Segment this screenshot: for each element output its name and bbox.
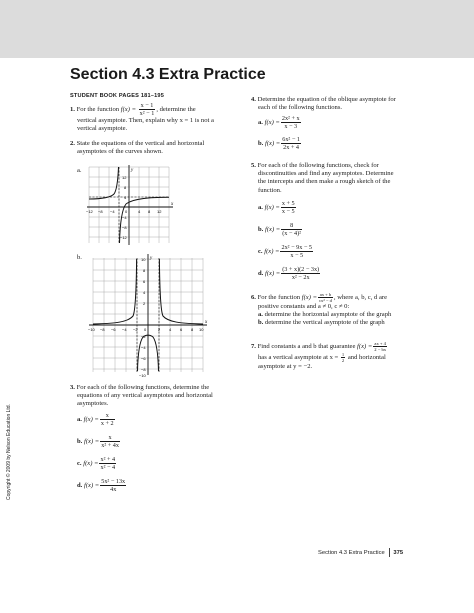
q4b-fx: f(x) = — [264, 140, 281, 148]
header-band — [0, 0, 474, 58]
q5-item-a — [258, 200, 297, 215]
q5a-fx: f(x) = — [264, 204, 280, 212]
q5d-fx: f(x) = — [264, 270, 281, 278]
q5-line4: function. — [258, 186, 282, 194]
graph-a-x-tick: −12 — [86, 209, 93, 214]
q3a-label: a. — [77, 416, 82, 424]
q5d-fraction — [281, 266, 320, 281]
q3-line2: equations of any vertical asymptotes and horizontal — [77, 392, 213, 400]
q5b-label: b. — [258, 226, 264, 234]
q5b-denominator: (x − 4)² — [282, 230, 301, 237]
q6-fx: f(x) = — [301, 294, 318, 302]
question-7 — [251, 341, 431, 371]
q5a-fraction — [281, 200, 296, 215]
q6-line2: positive constants and a ≠ 0, c ≠ 0: — [258, 303, 350, 310]
q1-line2: vertical asymptote. Then, explain why x = 1 is not a — [77, 117, 214, 124]
q3b-fx: f(x) = — [83, 438, 100, 446]
graph-a-x-tick: 0 — [125, 209, 128, 214]
q6-fraction — [318, 292, 333, 303]
q3d-fraction — [100, 478, 126, 493]
q2-line1: State the equations of the vertical and horizontal — [76, 140, 205, 147]
q4-line1: Determine the equation of the oblique asymptote for — [257, 96, 396, 103]
q5-item-b — [258, 222, 303, 237]
graph-a-y-label: y — [131, 168, 134, 173]
q3-number: 3. — [70, 384, 75, 391]
q5-line1: For each of the following functions, check for — [257, 162, 379, 169]
q5c-denominator: x − 5 — [290, 252, 304, 259]
graph-b-x-tick: −6 — [111, 327, 116, 332]
graph-b-y-tick: −4 — [141, 345, 146, 350]
graph-a-y-tick: 12 — [122, 175, 127, 180]
q1-text-a: For the function — [76, 106, 120, 114]
q2-number: 2. — [70, 140, 75, 147]
q3b-numerator: x — [100, 434, 120, 442]
page-number: 375 — [393, 550, 404, 557]
page-footer — [318, 548, 403, 557]
q1-text-b: , determine the — [156, 106, 196, 114]
q7-denominator: 2 − bx — [374, 347, 387, 352]
graph-b-x-tick: −4 — [122, 327, 127, 332]
q3a-numerator: x — [100, 412, 115, 420]
q3d-fx: f(x) = — [83, 482, 100, 490]
q7-line3: asymptote at y = −2. — [258, 363, 313, 370]
q3-item-c — [77, 456, 117, 471]
graph-b-y-tick: −6 — [141, 356, 146, 361]
graph-a-y-tick: −8 — [122, 225, 127, 230]
graph-b-x-tick: 6 — [180, 327, 183, 332]
q6-denominator: cx² − d — [319, 298, 332, 303]
graph-a-left-branch — [89, 167, 119, 199]
question-1 — [70, 102, 240, 133]
q3c-denominator: x² − 4 — [100, 464, 116, 471]
q7-line2-a: has a vertical asymptote at x = — [258, 354, 339, 362]
q3d-numerator: 5x² − 13x — [101, 478, 126, 485]
question-4 — [251, 96, 426, 112]
q3c-label: c. — [77, 460, 82, 468]
q3-item-d — [77, 478, 127, 493]
graph-a-x-tick: −8 — [98, 209, 103, 214]
q6-number: 6. — [251, 294, 256, 302]
graph-b-x-tick: −10 — [88, 327, 95, 332]
q3b-fraction — [100, 434, 120, 449]
graph-b-y-tick: −8 — [141, 367, 146, 372]
book-pages-reference: STUDENT BOOK PAGES 181–195 — [70, 93, 165, 99]
question-2 — [70, 140, 240, 156]
graph-b — [86, 251, 210, 378]
q2b-label: b. — [77, 254, 82, 261]
graph-a-y-tick: −12 — [120, 235, 127, 240]
q6b-label: b. — [258, 319, 264, 327]
q6a-label: a. — [258, 311, 263, 319]
graph-b-y-tick: −10 — [139, 373, 146, 378]
q7-numerator: ax + 4 — [374, 341, 386, 346]
q5-number: 5. — [251, 162, 256, 169]
graph-a-x-label: x — [171, 202, 174, 207]
q3b-denominator: x² + 4x — [101, 442, 119, 449]
q3a-fraction — [100, 412, 115, 427]
graph-b-y-tick: −2 — [141, 334, 146, 339]
q4b-label: b. — [258, 140, 264, 148]
q4-line2: each of the following functions. — [258, 104, 343, 112]
q5c-label: c. — [258, 248, 263, 256]
graph-a-y-tick: 8 — [124, 185, 127, 190]
graph-b-x-tick: −8 — [100, 327, 105, 332]
graph-b-y-tick: 6 — [143, 279, 146, 284]
graph-b-x-tick: 0 — [144, 327, 147, 332]
q4-item-a — [258, 115, 302, 130]
q6-text-b: , where a, b, c, d are — [333, 294, 388, 302]
q5d-label: d. — [258, 270, 264, 278]
question-3 — [70, 384, 245, 409]
graph-a — [86, 164, 176, 246]
graph-a-x-tick: −4 — [110, 209, 115, 214]
q5c-fx: f(x) = — [264, 248, 280, 256]
q7-half-denominator: 2 — [341, 358, 345, 363]
q3a-denominator: x + 2 — [100, 420, 114, 427]
q7-fraction — [373, 341, 387, 352]
q7-half-fraction — [341, 352, 345, 363]
copyright-notice: Copyright © 2009 by Nelson Education Ltd. — [6, 404, 12, 500]
q7-number: 7. — [251, 343, 256, 351]
q7-text-a: Find constants a and b that guarantee — [257, 343, 356, 351]
q3c-fraction — [99, 456, 116, 471]
footer-divider — [389, 548, 390, 557]
question-6 — [251, 292, 431, 328]
q6-numerator: ax + b — [319, 292, 332, 297]
q3c-fx: f(x) = — [83, 460, 99, 468]
graph-b-y-tick: 10 — [141, 257, 146, 262]
graph-b-y-tick: 2 — [143, 301, 146, 306]
q4-item-b — [258, 136, 302, 151]
q1-numerator: x − 1 — [140, 102, 154, 109]
q5-item-d — [258, 266, 321, 281]
graph-b-x-label: x — [205, 320, 208, 325]
q4-number: 4. — [251, 96, 256, 103]
q3-line1: For each of the following functions, determine the — [76, 384, 210, 391]
graph-b-x-tick: −2 — [133, 327, 138, 332]
q3b-label: b. — [77, 438, 83, 446]
q6-text-a: For the function — [257, 294, 301, 302]
graph-b-x-tick: 10 — [199, 327, 204, 332]
q3a-fx: f(x) = — [83, 416, 99, 424]
q5b-fx: f(x) = — [264, 226, 281, 234]
graph-b-x-tick: 2 — [158, 327, 161, 332]
graph-b-y-tick: 8 — [143, 268, 146, 273]
q5d-numerator: (3 + x)(2 − 3x) — [282, 266, 320, 273]
q5a-denominator: x − 5 — [281, 208, 295, 215]
q7-line2-b: and horizontal — [347, 354, 386, 362]
q7-half-numerator: 1 — [341, 352, 345, 357]
q3-item-b — [77, 434, 121, 449]
graph-b-y-label: y — [150, 256, 153, 261]
q6b-text: determine the vertical asymptote of the graph — [264, 319, 385, 327]
graph-a-y-tick: 4 — [124, 195, 127, 200]
q1-denominator: x² − 1 — [139, 110, 155, 117]
q5b-numerator: 8 — [281, 222, 302, 230]
q5a-label: a. — [258, 204, 263, 212]
graph-a-right-branch — [120, 197, 170, 243]
q4a-numerator: 2x² + x — [281, 115, 300, 122]
q2a-label: a. — [77, 167, 82, 174]
q7-fx: f(x) = — [357, 343, 373, 351]
question-5 — [251, 162, 426, 195]
q1-fraction — [139, 102, 156, 117]
q5-item-c — [258, 244, 314, 259]
graph-b-x-tick: 4 — [169, 327, 172, 332]
q3-item-a — [77, 412, 116, 427]
q5b-fraction — [281, 222, 302, 237]
q3-line3: asymptotes. — [77, 400, 109, 408]
q4a-fraction — [281, 115, 301, 130]
q4b-denominator: 2x + 4 — [283, 144, 300, 151]
q4a-denominator: x − 3 — [284, 123, 298, 130]
graph-a-x-tick: 8 — [148, 209, 151, 214]
graph-b-y-tick: 4 — [143, 290, 146, 295]
q4a-fx: f(x) = — [264, 119, 280, 127]
q3d-denominator: 4x — [110, 486, 117, 493]
q1-number: 1. — [70, 106, 75, 114]
q5a-numerator: x + 5 — [281, 200, 295, 207]
q5-line3: the intercepts and then make a rough sketch of the — [258, 178, 391, 186]
q4b-fraction — [281, 136, 301, 151]
q5c-numerator: 2x² − 9x − 5 — [281, 244, 312, 251]
q4a-label: a. — [258, 119, 263, 127]
q2-line2: asymptotes of the curves shown. — [77, 148, 163, 156]
q1-line3: vertical asymptote. — [77, 125, 128, 133]
graph-b-x-tick: 8 — [191, 327, 194, 332]
graph-a-x-tick: 12 — [157, 209, 162, 214]
q5d-denominator: x² − 2x — [291, 274, 310, 281]
q3c-numerator: x² + 4 — [100, 456, 116, 463]
q5-line2: discontinuities and find any asymptotes. Determine — [258, 170, 394, 178]
q5c-fraction — [280, 244, 313, 259]
q3d-label: d. — [77, 482, 83, 490]
q6a-text: determine the horizontal asymptote of the graph — [264, 311, 392, 319]
q1-fx: f(x) = — [120, 106, 137, 114]
q4b-numerator: 6x² − 1 — [282, 136, 300, 143]
page-title: Section 4.3 Extra Practice — [70, 66, 266, 83]
graph-a-y-tick: −4 — [122, 215, 127, 220]
graph-a-x-tick: 4 — [138, 209, 141, 214]
footer-section: Section 4.3 Extra Practice — [318, 550, 385, 557]
